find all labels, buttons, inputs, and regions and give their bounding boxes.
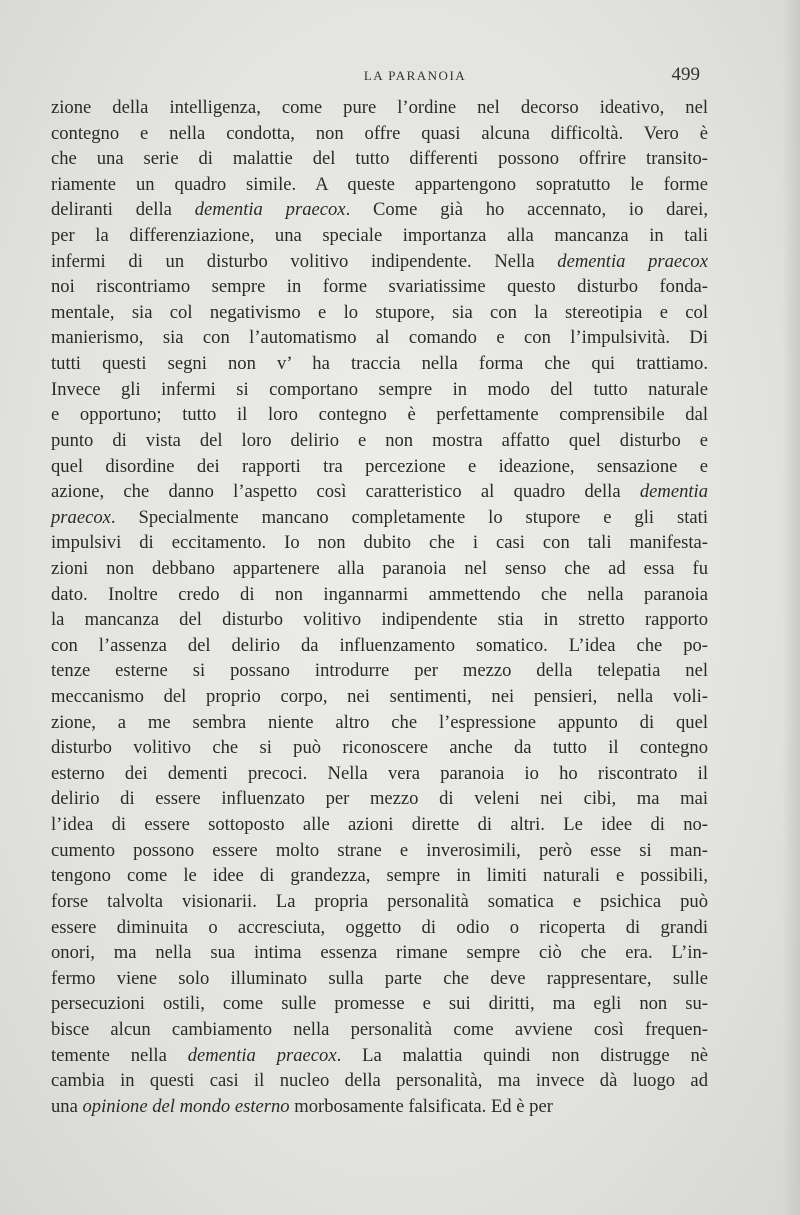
text-segment: temente nella bbox=[51, 1044, 188, 1066]
text-line bbox=[51, 863, 708, 889]
italic-text: praecox bbox=[51, 506, 111, 528]
text-segment: quel disordine dei rapporti tra percezione e ideazione, sensazione e bbox=[51, 455, 708, 477]
text-segment: la mancanza del disturbo volitivo indipendente stia in stretto rapporto bbox=[51, 609, 708, 631]
text-line bbox=[51, 300, 708, 326]
text-line bbox=[51, 223, 708, 249]
text-segment: tenze esterne si possano introdurre per mezzo della telepatia nel bbox=[51, 660, 708, 682]
text-line bbox=[51, 402, 708, 428]
text-segment: delirio di essere influenzato per mezzo di veleni nei cibi, ma mai bbox=[51, 788, 708, 810]
text-segment: contegno e nella condotta, non offre quasi alcuna difficoltà. Vero è bbox=[51, 122, 708, 144]
text-segment: cambia in questi casi il nucleo della personalità, ma invece dà luogo ad bbox=[51, 1070, 708, 1092]
text-line bbox=[51, 274, 708, 300]
text-segment: mentale, sia col negativismo e lo stupore, sia con la stereotipia e col bbox=[51, 301, 708, 323]
text-segment: tutti questi segni non v’ ha traccia nella forma che qui trattiamo. bbox=[51, 353, 708, 375]
italic-text: dementia praecox bbox=[557, 250, 708, 272]
text-line bbox=[51, 249, 708, 275]
text-line bbox=[51, 95, 708, 121]
text-line bbox=[51, 1094, 708, 1120]
body-text bbox=[51, 95, 708, 1119]
text-line bbox=[51, 761, 708, 787]
text-segment: zione della intelligenza, come pure l’ordine nel decorso ideativo, nel bbox=[51, 97, 708, 118]
text-line bbox=[51, 658, 708, 684]
text-segment: zione, a me sembra niente altro che l’espressione appunto di quel bbox=[51, 711, 708, 733]
text-segment: essere diminuita o accresciuta, oggetto di odio o ricoperta di grandi bbox=[51, 916, 708, 938]
text-segment: meccanismo del proprio corpo, nei sentimenti, nei pensieri, nella voli- bbox=[51, 686, 708, 708]
text-line bbox=[51, 428, 708, 454]
text-line bbox=[51, 991, 708, 1017]
text-segment: . Specialmente mancano completamente lo stupore e gli stati bbox=[110, 506, 708, 528]
text-segment: impulsivi di eccitamento. Io non dubito che i casi con tali manifesta- bbox=[51, 532, 708, 554]
text-line bbox=[51, 377, 708, 403]
text-segment: che una serie di malattie del tutto differenti possono offrire transito- bbox=[51, 148, 708, 170]
text-line bbox=[51, 966, 708, 992]
text-segment: dato. Inoltre credo di non ingannarmi ammettendo che nella paranoia bbox=[51, 583, 708, 605]
text-line bbox=[51, 838, 708, 864]
text-line bbox=[51, 1068, 708, 1094]
text-segment: infermi di un disturbo volitivo indipendente. Nella bbox=[51, 250, 558, 272]
text-segment: riamente un quadro simile. A queste appartengono sopratutto le forme bbox=[51, 173, 708, 195]
text-line bbox=[51, 454, 708, 480]
text-line bbox=[51, 684, 708, 710]
italic-text: dementia bbox=[639, 481, 708, 503]
text-segment: con l’assenza del delirio da influenzamento somatico. L’idea che po- bbox=[51, 634, 708, 656]
text-segment: l’idea di essere sottoposto alle azioni dirette di altri. Le idee di no- bbox=[51, 814, 708, 836]
italic-text: dementia praecox bbox=[187, 1044, 337, 1066]
text-segment: onori, ma nella sua intima essenza rimane sempre ciò che era. L’in- bbox=[51, 942, 708, 964]
text-segment: punto di vista del loro delirio e non mostra affatto quel disturbo e bbox=[51, 429, 708, 451]
text-line bbox=[51, 889, 708, 915]
text-line bbox=[51, 735, 708, 761]
text-line bbox=[51, 607, 708, 633]
text-segment: noi riscontriamo sempre in forme svariatissime questo disturbo fonda- bbox=[51, 276, 708, 298]
text-line bbox=[51, 1017, 708, 1043]
italic-text: opinione del mondo esterno bbox=[82, 1095, 290, 1117]
text-segment: cumento possono essere molto strane e inverosimili, però esse si man- bbox=[51, 839, 708, 861]
text-segment: disturbo volitivo che si può riconoscere anche da tutto il contegno bbox=[51, 737, 708, 759]
text-segment: . Come già ho accennato, io darei, bbox=[345, 199, 708, 221]
text-line bbox=[51, 146, 708, 172]
text-line bbox=[51, 556, 708, 582]
text-line bbox=[51, 915, 708, 941]
text-line bbox=[51, 505, 708, 531]
text-line bbox=[51, 786, 708, 812]
text-segment: zioni non debbano appartenere alla paranoia nel senso che ad essa fu bbox=[51, 557, 708, 579]
page-number: 499 bbox=[671, 64, 700, 85]
text-segment: per la differenziazione, una speciale importanza alla mancanza in tali bbox=[51, 225, 708, 247]
text-segment: bisce alcun cambiamento nella personalità come avviene così frequen- bbox=[51, 1018, 708, 1040]
text-line bbox=[51, 940, 708, 966]
text-segment: e opportuno; tutto il loro contegno è perfettamente comprensibile dal bbox=[51, 404, 708, 426]
text-segment: tengono come le idee di grandezza, sempre in limiti naturali e possibili, bbox=[51, 865, 708, 887]
text-line bbox=[51, 325, 708, 351]
text-line bbox=[51, 121, 708, 147]
text-segment: persecuzioni ostili, come sulle promesse e sui diritti, ma egli non su- bbox=[51, 993, 708, 1015]
text-segment: esterno dei dementi precoci. Nella vera paranoia io ho riscontrato il bbox=[51, 762, 708, 784]
text-segment: morbosamente falsificata. Ed è per bbox=[289, 1095, 553, 1117]
text-line bbox=[51, 633, 708, 659]
text-line bbox=[51, 479, 708, 505]
page-header bbox=[52, 64, 708, 90]
text-line bbox=[51, 530, 708, 556]
text-line bbox=[51, 812, 708, 838]
text-segment: forse talvolta visionarii. La propria personalità somatica e psichica può bbox=[51, 890, 708, 912]
text-line bbox=[51, 351, 708, 377]
italic-text: dementia praecox bbox=[194, 199, 346, 221]
running-head: LA PARANOIA bbox=[363, 68, 467, 83]
text-line bbox=[51, 197, 708, 223]
text-segment: Invece gli infermi si comportano sempre in modo del tutto naturale bbox=[51, 378, 708, 400]
text-line bbox=[51, 172, 708, 198]
text-segment: deliranti della bbox=[51, 199, 195, 221]
text-line bbox=[51, 582, 708, 608]
text-line bbox=[51, 1043, 708, 1069]
text-line bbox=[51, 710, 708, 736]
text-segment: fermo viene solo illuminato sulla parte che deve rappresentare, sulle bbox=[51, 967, 708, 989]
text-segment: . La malattia quindi non distrugge nè bbox=[336, 1044, 708, 1066]
text-segment: manierismo, sia con l’automatismo al comando e con l’impulsività. Di bbox=[51, 327, 708, 349]
text-segment: una bbox=[51, 1095, 83, 1117]
text-segment: azione, che danno l’aspetto così caratteristico al quadro della bbox=[51, 481, 640, 503]
